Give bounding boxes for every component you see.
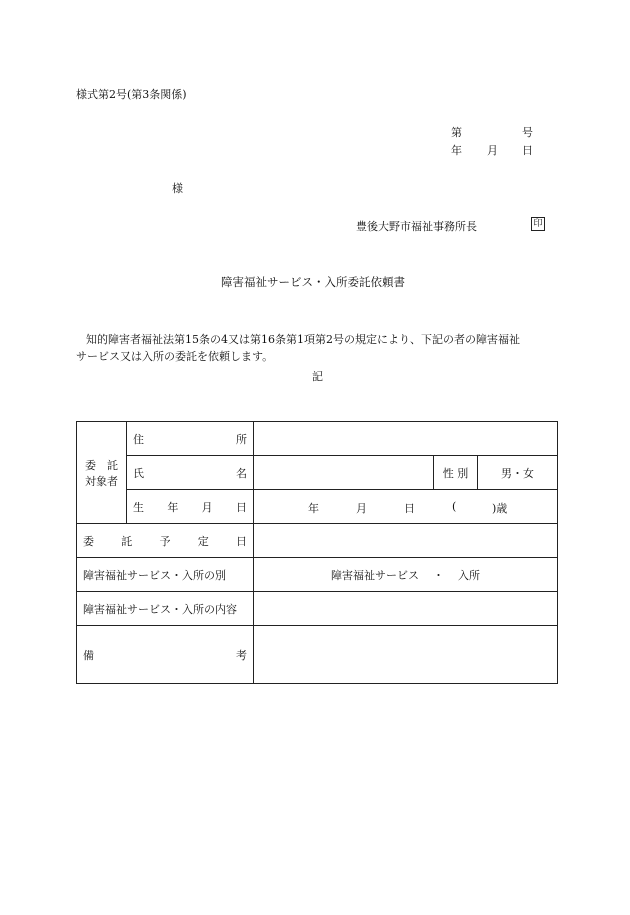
- remarks-label: 備 考: [77, 626, 254, 684]
- entrust-date-label: 委 託 予 定 日: [77, 524, 254, 558]
- date-day: 日: [522, 144, 533, 157]
- service-type-label: 障害福祉サービス・入所の別: [77, 558, 254, 592]
- address-field[interactable]: [254, 422, 558, 456]
- dob-field[interactable]: 年 月 日 ( )歳: [254, 490, 558, 524]
- number-prefix: 第: [451, 126, 462, 139]
- form-reference: 様式第2号(第3条関係): [76, 88, 187, 101]
- remarks-field[interactable]: [254, 626, 558, 684]
- seal-mark: 印: [531, 217, 545, 231]
- addressee-suffix: 様: [172, 182, 183, 195]
- sex-label: 性 別: [434, 456, 478, 490]
- body-text-line-2: サービス又は入所の委託を依頼します。: [76, 350, 274, 363]
- address-label: 住 所: [127, 422, 254, 456]
- date-year: 年: [451, 144, 462, 157]
- service-type-value[interactable]: 障害福祉サービス ・ 入所: [254, 558, 558, 592]
- date-month: 月: [487, 144, 498, 157]
- name-field[interactable]: [254, 456, 434, 490]
- entrust-date-field[interactable]: [254, 524, 558, 558]
- service-content-label: 障害福祉サービス・入所の内容: [77, 592, 254, 626]
- details-table: [76, 421, 558, 684]
- name-label: 氏 名: [127, 456, 254, 490]
- document-title: 障害福祉サービス・入所委託依頼書: [221, 275, 405, 289]
- ki-heading: 記: [312, 370, 323, 383]
- dob-label: 生 年 月 日: [127, 490, 254, 524]
- number-suffix: 号: [522, 126, 533, 139]
- subject-label: 委 託 対象者: [77, 422, 127, 524]
- service-content-field[interactable]: [254, 592, 558, 626]
- body-text-line-1: 知的障害者福祉法第15条の4又は第16条第1項第2号の規定により、下記の者の障害福祉: [86, 333, 520, 346]
- issuer-name: 豊後大野市福祉事務所長: [356, 220, 477, 233]
- sex-value[interactable]: 男・女: [478, 456, 558, 490]
